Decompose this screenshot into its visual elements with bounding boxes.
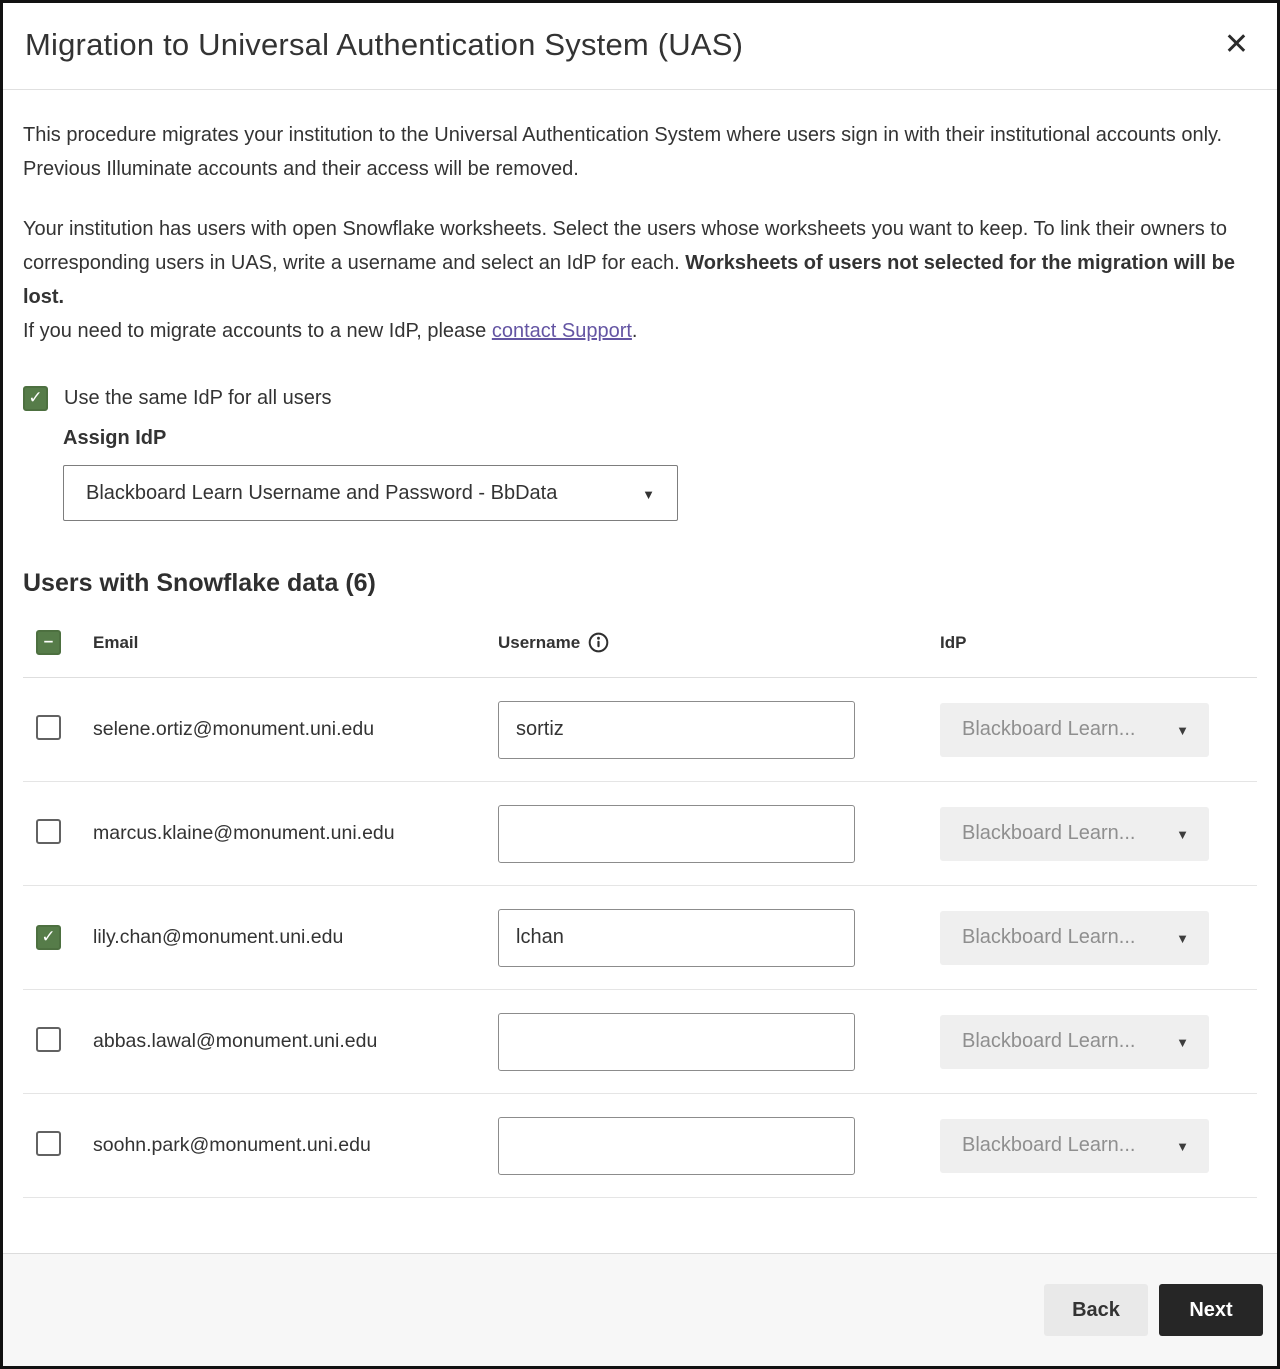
intro-paragraph-2-bold: Worksheets of users not selected for the migration will be lost. <box>23 252 1235 308</box>
select-all-cell <box>23 630 79 655</box>
column-header-idp: IdP <box>940 632 967 652</box>
username-input[interactable] <box>498 805 855 863</box>
row-checkbox[interactable] <box>36 819 61 844</box>
table-row <box>23 990 1257 1094</box>
dialog-header <box>3 3 1277 90</box>
check-icon: ✓ <box>28 388 43 407</box>
row-idp-value: Blackboard Learn... <box>962 1134 1136 1156</box>
assign-idp-select[interactable] <box>63 465 678 521</box>
select-all-checkbox[interactable] <box>36 630 61 655</box>
column-header-email: Email <box>93 632 139 652</box>
table-row <box>23 1094 1257 1198</box>
intro-paragraph-2-text: Your institution has users with open Snowflake worksheets. Select the users whose worksheets you want to keep. To link their owners to corresponding users in UAS, write a username and select an IdP for each. <box>23 218 1227 274</box>
minus-icon: – <box>43 631 54 650</box>
intro-paragraph-3-period: . <box>631 320 638 342</box>
assign-idp-label: Assign IdP <box>63 427 167 449</box>
username-input[interactable] <box>498 909 855 967</box>
close-icon[interactable]: ✕ <box>1220 28 1253 62</box>
row-checkbox[interactable] <box>36 1131 61 1156</box>
column-header-username-label: Username <box>498 632 581 652</box>
chevron-down-icon: ▼ <box>1176 827 1189 842</box>
chevron-down-icon: ▼ <box>642 486 655 502</box>
table-row <box>23 886 1257 990</box>
dialog-title: Migration to Universal Authentication System (UAS) <box>25 27 744 62</box>
username-input[interactable] <box>498 1013 855 1071</box>
check-icon: ✓ <box>41 927 56 946</box>
row-checkbox[interactable] <box>36 1027 61 1052</box>
table-header-row <box>23 608 1257 678</box>
row-checkbox[interactable] <box>36 715 61 740</box>
back-button[interactable]: Back <box>1044 1284 1148 1336</box>
table-row <box>23 782 1257 886</box>
intro-paragraph-2 <box>23 212 1257 314</box>
same-idp-row <box>23 386 1257 411</box>
chevron-down-icon: ▼ <box>1176 1035 1189 1050</box>
row-idp-select[interactable] <box>940 703 1209 757</box>
next-button[interactable]: Next <box>1159 1284 1263 1336</box>
row-checkbox[interactable] <box>36 925 61 950</box>
contact-support-link[interactable]: contact Support <box>491 320 632 342</box>
row-email: selene.ortiz@monument.uni.edu <box>93 718 375 740</box>
intro-paragraph-3 <box>23 314 1257 348</box>
row-email: abbas.lawal@monument.uni.edu <box>93 1030 378 1052</box>
row-idp-select[interactable] <box>940 1119 1209 1173</box>
row-idp-value: Blackboard Learn... <box>962 822 1136 844</box>
row-idp-value: Blackboard Learn... <box>962 718 1136 740</box>
row-email: lily.chan@monument.uni.edu <box>93 926 344 948</box>
assign-idp-selected-value: Blackboard Learn Username and Password - BbData <box>86 481 558 504</box>
intro-paragraph-1: This procedure migrates your institution to the Universal Authentication System where users sign in with their institutional accounts only. Previous Illuminate accounts and their access will be removed. <box>23 124 1223 180</box>
dialog-content <box>3 90 1277 1253</box>
column-header-username <box>498 632 940 653</box>
info-icon[interactable] <box>588 632 609 653</box>
same-idp-label: Use the same IdP for all users <box>64 387 332 409</box>
table-row <box>23 678 1257 782</box>
chevron-down-icon: ▼ <box>1176 931 1189 946</box>
username-input[interactable] <box>498 1117 855 1175</box>
dialog-footer <box>3 1253 1277 1366</box>
chevron-down-icon: ▼ <box>1176 723 1189 738</box>
row-idp-select[interactable] <box>940 807 1209 861</box>
row-idp-select[interactable] <box>940 911 1209 965</box>
row-email: marcus.klaine@monument.uni.edu <box>93 822 395 844</box>
same-idp-checkbox[interactable] <box>23 386 48 411</box>
username-input[interactable] <box>498 701 855 759</box>
users-section-heading: Users with Snowflake data (6) <box>23 569 376 597</box>
row-idp-select[interactable] <box>940 1015 1209 1069</box>
row-idp-value: Blackboard Learn... <box>962 926 1136 948</box>
intro-paragraph-3-text: If you need to migrate accounts to a new IdP, please <box>23 320 492 342</box>
row-email: soohn.park@monument.uni.edu <box>93 1134 371 1156</box>
row-idp-value: Blackboard Learn... <box>962 1030 1136 1052</box>
chevron-down-icon: ▼ <box>1176 1139 1189 1154</box>
